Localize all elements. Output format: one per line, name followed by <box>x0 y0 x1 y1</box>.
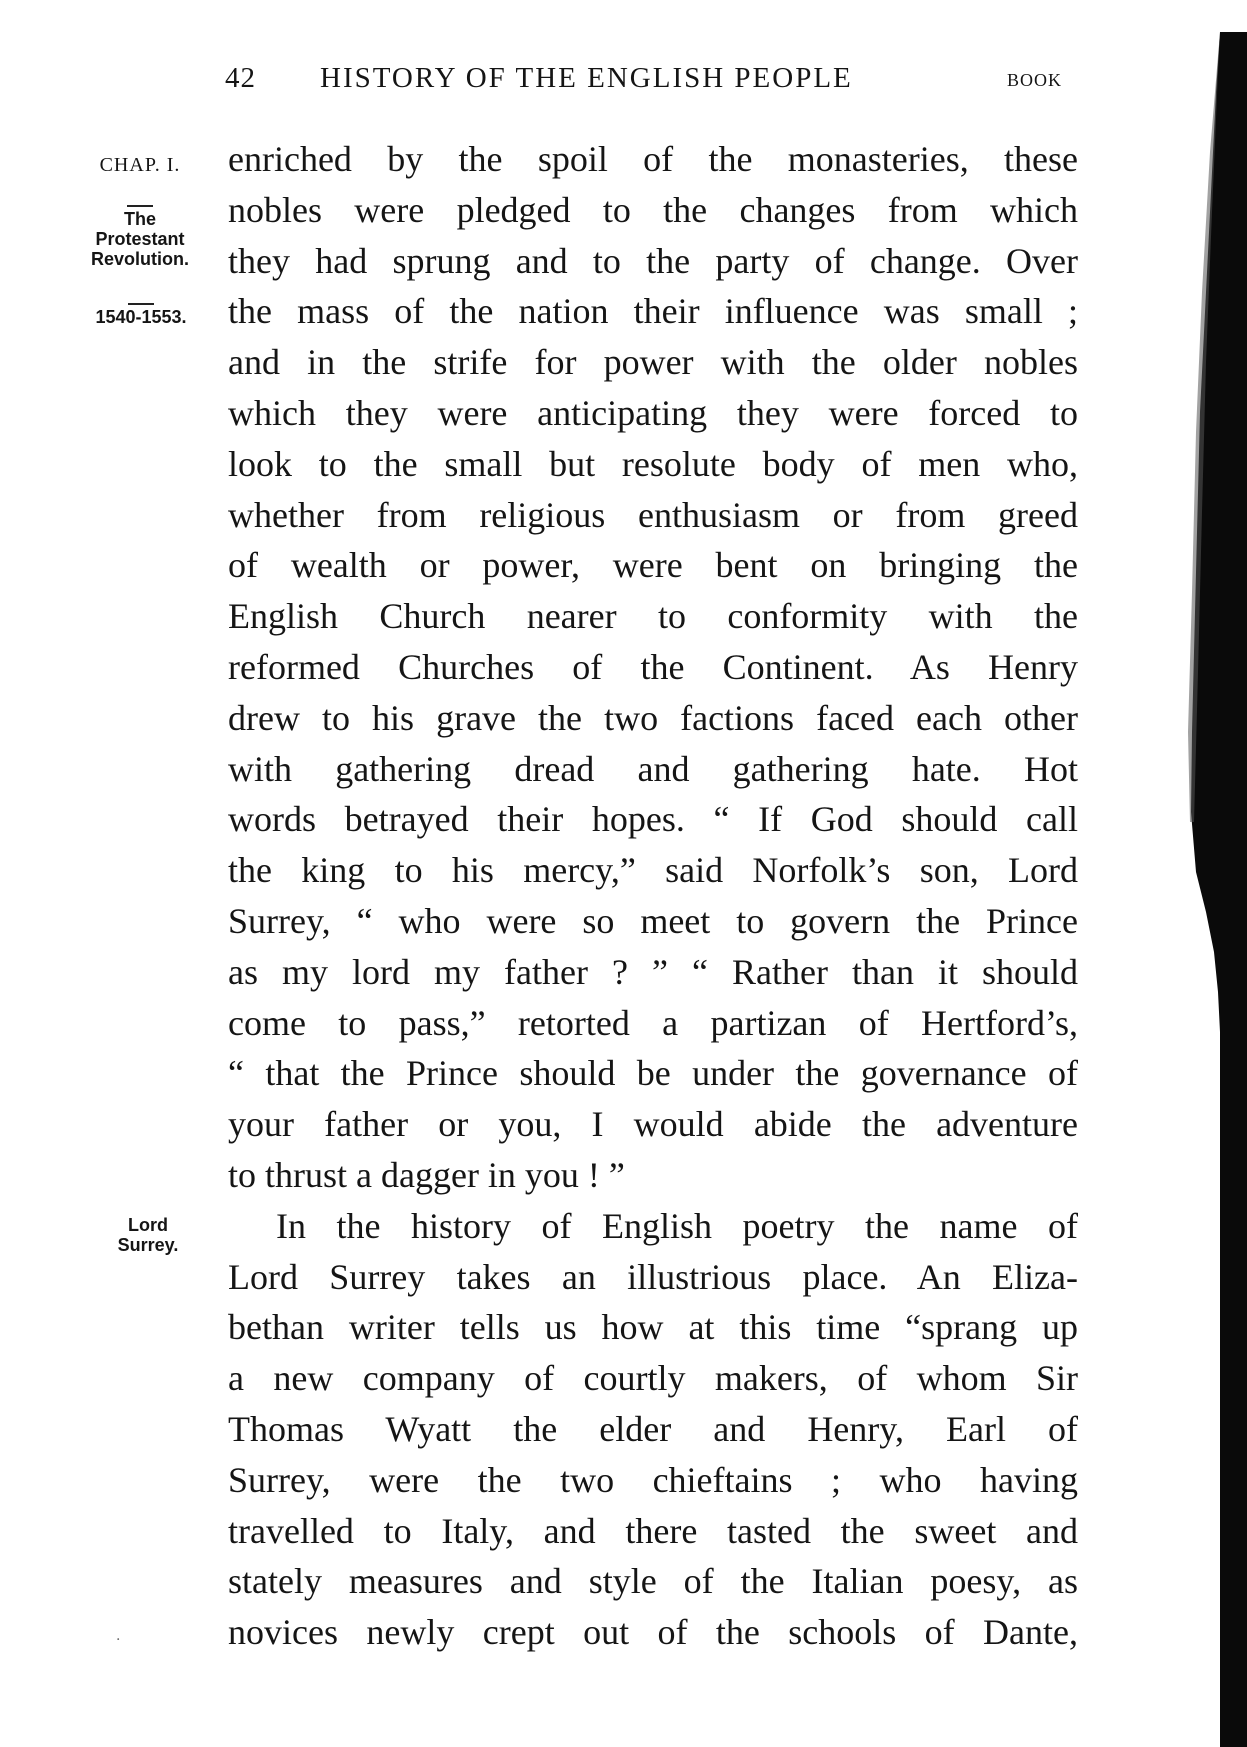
text-line: reformed Churches of the Continent. As Henry <box>228 646 1078 687</box>
text-line: bethan writer tells us how at this time “sprang up <box>228 1307 1078 1348</box>
text-line: of wealth or power, were bent on bringing the <box>228 545 1078 586</box>
text-line: which they were anticipating they were forced to <box>228 392 1078 433</box>
text-line: they had sprung and to the party of change. Over <box>228 240 1078 281</box>
text-line: look to the small but resolute body of men who, <box>228 443 1078 484</box>
text-line: In the history of English poetry the name of <box>276 1205 1078 1246</box>
note-line: Surrey. <box>117 1235 179 1255</box>
text-line: Surrey, “ who were so meet to govern the Prince <box>228 900 1078 941</box>
topic-line: Revolution. <box>91 249 189 269</box>
print-speck: · <box>116 1632 121 1648</box>
text-line: whether from religious enthusiasm or from greed <box>228 494 1078 535</box>
note-line: Lord <box>128 1215 168 1235</box>
text-line: and in the strife for power with the older nobles <box>228 342 1078 383</box>
text-line: nobles were pledged to the changes from which <box>228 189 1078 230</box>
text-line: Surrey, were the two chieftains ; who having <box>228 1459 1078 1500</box>
chapter-marker <box>80 155 200 175</box>
text-line: “ that the Prince should be under the governance of <box>228 1053 1078 1094</box>
text-line: drew to his grave the two factions faced each other <box>228 697 1078 738</box>
text-line: English Church nearer to conformity with the <box>228 596 1078 637</box>
section-label: BOOK <box>1007 70 1063 90</box>
text-line: the king to his mercy,” said Norfolk’s son, Lord <box>228 850 1078 891</box>
text-line: travelled to Italy, and there tasted the sweet and <box>228 1510 1078 1551</box>
divider <box>128 303 154 305</box>
margin-dates <box>72 300 210 327</box>
running-header <box>0 62 1247 102</box>
topic-line: Protestant <box>95 229 185 249</box>
chapter-label: CHAP. I. <box>99 154 181 176</box>
text-line: as my lord my father ? ” “ Rather than it should <box>228 951 1078 992</box>
text-line: enriched by the spoil of the monasteries, these <box>228 139 1078 179</box>
text-line: a new company of courtly makers, of whom Sir <box>228 1358 1078 1399</box>
body-text <box>228 134 1078 1658</box>
topic-line: The <box>123 209 156 229</box>
text-line: stately measures and style of the Italian poesy, as <box>228 1561 1078 1602</box>
margin-note-surrey <box>88 1215 208 1255</box>
text-line: Thomas Wyatt the elder and Henry, Earl of <box>228 1408 1078 1449</box>
scan-edge-shadow <box>1148 32 1247 1747</box>
text-line: to thrust a dagger in you ! ” <box>228 1154 625 1195</box>
text-line: the mass of the nation their influence was small ; <box>228 291 1078 332</box>
text-line: come to pass,” retorted a partizan of Hertford’s, <box>228 1002 1078 1043</box>
page-number: 42 <box>225 62 256 94</box>
date-range: 1540-1553. <box>95 307 187 327</box>
text-line: your father or you, I would abide the adventure <box>228 1104 1078 1145</box>
margin-topic <box>64 202 216 269</box>
text-line: novices newly crept out of the schools of Dante, <box>228 1612 1078 1653</box>
divider <box>127 205 153 207</box>
text-line: with gathering dread and gathering hate. Hot <box>228 748 1078 789</box>
text-line: Lord Surrey takes an illustrious place. An Eliza- <box>228 1256 1078 1297</box>
running-title: HISTORY OF THE ENGLISH PEOPLE <box>320 62 853 94</box>
text-line: words betrayed their hopes. “ If God should call <box>228 799 1078 840</box>
